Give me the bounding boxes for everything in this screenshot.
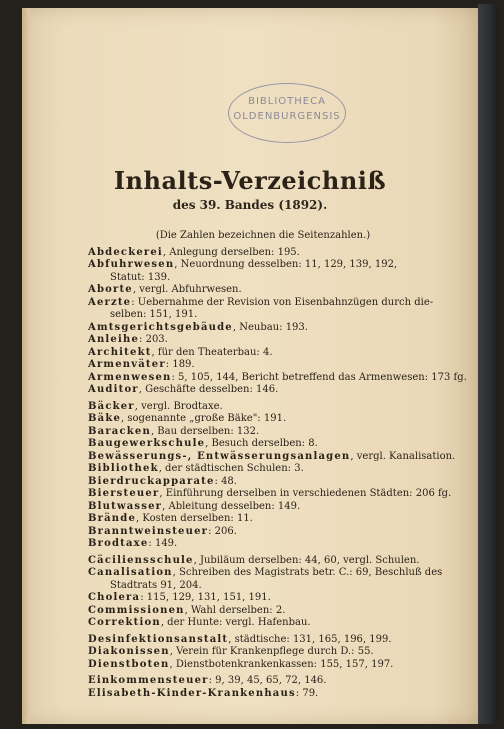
entry-text: , vergl. Brodtaxe. (134, 400, 223, 412)
index-entry (88, 426, 418, 439)
entry-heading: Brodtaxe (88, 538, 149, 549)
entry-text: , städtische: 131, 165, 196, 199. (228, 633, 392, 645)
index-entry (88, 592, 418, 605)
entry-heading: Canalisation (88, 567, 173, 578)
entry-heading: Architekt (88, 346, 152, 358)
page-subtitle: des 39. Bandes (1892). (172, 198, 328, 212)
entry-text: , vergl. Kanalisation. (350, 450, 456, 462)
entry-text: , Einführung derselben in verschiedenen Städten: 206 fg. (159, 488, 452, 499)
entry-heading: Biersteuer (88, 488, 160, 499)
stamp-line-1: BIBLIOTHECA (248, 96, 326, 107)
index-note: (Die Zahlen bezeichnen die Seitenzahlen.) (155, 230, 371, 241)
index-entry (88, 438, 418, 451)
entry-heading: Anleihe (88, 334, 140, 345)
entry-text: , sogenannte „große Bäke": 191. (121, 413, 287, 424)
entry-heading: Einkommensteuer (88, 675, 209, 686)
entry-text: : 149. (148, 538, 178, 549)
entry-text: , Verein für Krankenpflege durch D.: 55. (169, 646, 374, 657)
entry-text: , Anlegung derselben: 195. (162, 246, 300, 258)
index-entry (88, 605, 418, 618)
entry-heading: Abdeckerei (88, 246, 163, 258)
index-entry (88, 463, 418, 476)
entry-text: , der städtischen Schulen: 3. (158, 463, 304, 474)
entry-heading: Armenwesen (88, 371, 172, 383)
index-entry (88, 513, 418, 526)
index-group (88, 554, 443, 630)
index-entry (88, 384, 418, 397)
index-entry (88, 567, 443, 580)
entry-continuation: selben: 151, 191. (110, 309, 198, 320)
entry-heading: Blutwasser (88, 500, 163, 512)
entry-heading: Diakonissen (88, 646, 170, 657)
index-entry (88, 659, 418, 672)
index-entry (88, 296, 434, 310)
entry-text: , Dienstbotenkrankenkassen: 155, 157, 197. (169, 658, 394, 670)
entry-continuation: Statut: 139. (110, 271, 171, 283)
entry-text: , Neubau: 193. (232, 321, 308, 333)
entry-heading: Elisabeth-Kinder-Krankenhaus (88, 687, 296, 699)
entry-text: : 189. (165, 359, 195, 370)
pencil-mark (52, 668, 132, 680)
entry-text: , Besuch derselben: 8. (205, 438, 318, 449)
entry-heading: Correktion (88, 617, 161, 628)
page-gutter (22, 8, 30, 724)
index-entry (88, 501, 418, 514)
entry-heading: Brände (88, 513, 137, 524)
entry-text: : Uebernahme der Revision von Eisenbahnzügen durch die- (131, 296, 434, 308)
entry-text: , Jubiläum derselben: 44, 60, vergl. Schulen. (193, 554, 420, 566)
entry-text: , Wahl derselben: 2. (184, 604, 286, 616)
index-entry (88, 634, 418, 647)
entry-heading: Aerzte (88, 296, 132, 308)
index-entry (88, 526, 418, 539)
entry-heading: Bäke (88, 413, 122, 424)
entry-heading: Dienstboten (88, 658, 170, 670)
entry-text: , vergl. Abfuhrwesen. (132, 284, 242, 295)
index-entry (88, 401, 418, 414)
index-entry (88, 247, 418, 260)
index-entry (88, 284, 418, 297)
entry-text: , Neuordnung desselben: 11, 129, 139, 192, (174, 259, 398, 270)
entry-heading: Cäciliensschule (88, 554, 194, 566)
entry-heading: Baugewerkschule (88, 438, 206, 449)
index-group (88, 634, 418, 672)
entry-heading: Aborte (88, 284, 133, 295)
entry-heading: Baracken (88, 425, 151, 437)
entry-heading: Abfuhrwesen (88, 259, 175, 270)
entry-text: , Schreiben des Magistrats betr. C.: 69, Beschluß des (172, 567, 443, 578)
library-stamp (228, 83, 346, 143)
entry-text: , Kosten derselben: 11. (136, 513, 253, 524)
entry-heading: Desinfektionsanstalt (88, 633, 229, 645)
book-edge (478, 4, 498, 724)
index-entry (88, 347, 418, 360)
entry-text: : 203. (139, 334, 168, 345)
entry-heading: Auditor (88, 384, 139, 395)
entry-heading: Bibliothek (88, 463, 159, 474)
index-entry (88, 675, 418, 688)
entry-heading: Branntweinsteuer (88, 525, 209, 537)
entry-text: , der Hunte: vergl. Hafenbau. (160, 617, 311, 628)
entry-heading: Armenväter (88, 359, 166, 370)
page-title: Inhalts-Verzeichniß (113, 166, 387, 195)
entry-text: : 79. (295, 687, 319, 699)
entry-heading: Bäcker (88, 400, 135, 412)
entry-continuation: Stadtrats 91, 204. (110, 579, 202, 591)
entry-text: : 115, 129, 131, 151, 191. (140, 592, 271, 603)
index-entry (88, 617, 418, 630)
index-group (88, 400, 456, 551)
index-entry (88, 413, 418, 426)
entry-text: , Geschäfte desselben: 146. (138, 384, 279, 395)
entry-heading: Amtsgerichtsgebäude (88, 321, 233, 333)
index-entry (88, 488, 452, 501)
entry-text: , für den Theaterbau: 4. (151, 346, 273, 358)
index-entry (88, 359, 418, 372)
entry-text: : 5, 105, 144, Bericht betreffend das Armenwesen: 173 fg. (171, 371, 467, 383)
entry-text: , Bau derselben: 132. (150, 425, 260, 437)
index-entry (88, 646, 418, 659)
index-entry (88, 259, 418, 272)
index-entry (88, 371, 467, 385)
entry-text: , Ableitung desselben: 149. (162, 500, 301, 512)
entry-heading: Cholera (88, 592, 141, 603)
entry-heading: Bierdruckapparate (88, 475, 215, 487)
entry-text: : 206. (208, 525, 237, 537)
index-group (88, 246, 467, 397)
index-group (88, 675, 418, 700)
index-entry (88, 688, 418, 701)
entry-text: : 9, 39, 45, 65, 72, 146. (208, 675, 327, 686)
stamp-line-2: OLDENBURGENSIS (233, 111, 341, 122)
entry-heading: Bewässerungs-, Entwässerungsanlagen (88, 450, 351, 462)
index-entry (88, 450, 456, 464)
index-entry (88, 538, 418, 551)
index-groups (88, 246, 467, 701)
index-entry (88, 334, 418, 347)
index-entry (88, 322, 418, 335)
index-entry (88, 555, 418, 568)
entry-heading: Commissionen (88, 604, 185, 616)
index-content (88, 230, 467, 700)
entry-text: : 48. (214, 475, 237, 487)
index-entry (88, 476, 418, 489)
